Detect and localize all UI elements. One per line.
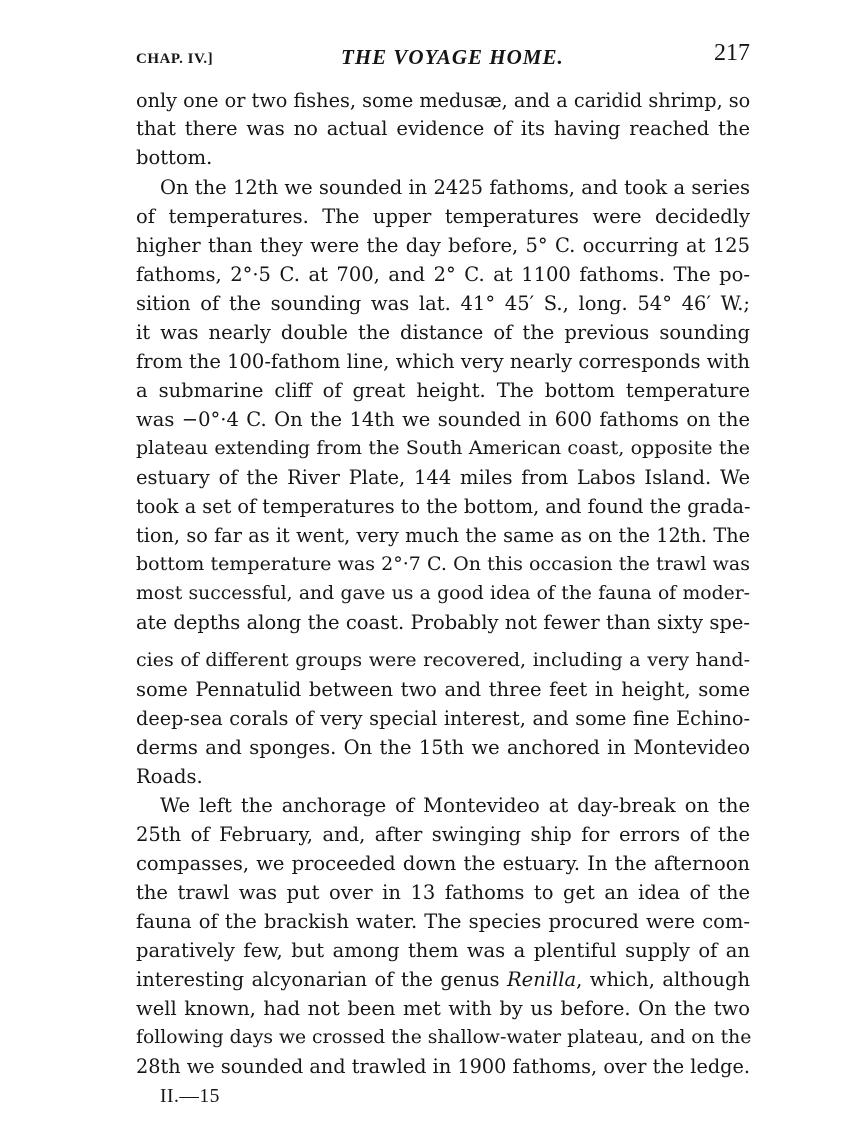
- text-line: higher than they were the day before, 5° C. occurring at 125: [136, 234, 750, 257]
- text-line: fathoms, 2°·5 C. at 700, and 2° C. at 1100 fathoms. The po-: [136, 263, 750, 286]
- text-line: only one or two fishes, some medusæ, and a caridid shrimp, so: [136, 89, 751, 112]
- text-line: bottom.: [136, 146, 213, 169]
- text-line: We left the anchorage of Montevideo at day-break on the: [160, 794, 750, 817]
- text-line: Roads.: [136, 765, 203, 788]
- text-line: 25th of February, and, after swinging ship for errors of the: [136, 823, 750, 846]
- text-line: bottom temperature was 2°·7 C. On this occasion the trawl was: [136, 553, 750, 575]
- text-line: sition of the sounding was lat. 41° 45′ S., long. 54° 46′ W.;: [136, 292, 750, 315]
- signature-mark: II.—15: [160, 1086, 220, 1107]
- text-line: interesting alcyonarian of the genus Renilla, which, although: [136, 968, 750, 991]
- text-line: was −0°·4 C. On the 14th we sounded in 600 fathoms on the: [136, 408, 750, 431]
- text-line: of temperatures. The upper temperatures were decidedly: [136, 205, 750, 228]
- text-line: ate depths along the coast. Probably not fewer than sixty spe-: [136, 611, 750, 634]
- text-line: well known, had not been met with by us before. On the two: [136, 997, 750, 1020]
- page-number: 217: [714, 40, 750, 66]
- text-line: estuary of the River Plate, 144 miles from Labos Island. We: [136, 466, 750, 489]
- running-title: THE VOYAGE HOME.: [341, 45, 564, 69]
- text-line: deep-sea corals of very special interest, and some fine Echino-: [136, 707, 750, 730]
- text-line: some Pennatulid between two and three feet in height, some: [136, 678, 750, 701]
- running-head: [136, 40, 750, 70]
- text-line: that there was no actual evidence of its having reached the: [136, 117, 750, 140]
- text-line: On the 12th we sounded in 2425 fathoms, and took a series: [160, 176, 750, 199]
- text-line: compasses, we proceeded down the estuary. In the afternoon: [136, 852, 750, 875]
- text-line: from the 100-fathom line, which very nearly corresponds with: [136, 350, 750, 373]
- text-line: cies of different groups were recovered, including a very hand-: [136, 649, 750, 671]
- text-line: paratively few, but among them was a plentiful supply of an: [136, 939, 750, 962]
- text-line: the trawl was put over in 13 fathoms to get an idea of the: [136, 881, 750, 904]
- text-line: following days we crossed the shallow-water plateau, and on the: [136, 1027, 752, 1048]
- text-line: a submarine cliff of great height. The bottom temperature: [136, 379, 750, 402]
- text-line: plateau extending from the South American coast, opposite the: [136, 437, 750, 459]
- text-line: tion, so far as it went, very much the same as on the 12th. The: [136, 524, 750, 547]
- genus-name: Renilla: [506, 968, 577, 991]
- text-line: derms and sponges. On the 15th we anchored in Montevideo: [136, 736, 750, 759]
- text-line: it was nearly double the distance of the previous sounding: [136, 321, 750, 344]
- text-line: most successful, and gave us a good idea of the fauna of moder-: [136, 583, 750, 604]
- text-line: fauna of the brackish water. The species procured were com-: [136, 910, 750, 933]
- chapter-label: CHAP. IV.]: [136, 51, 214, 67]
- text-line: 28th we sounded and trawled in 1900 fathoms, over the ledge.: [136, 1055, 750, 1078]
- text-line: took a set of temperatures to the bottom, and found the grada-: [136, 495, 751, 518]
